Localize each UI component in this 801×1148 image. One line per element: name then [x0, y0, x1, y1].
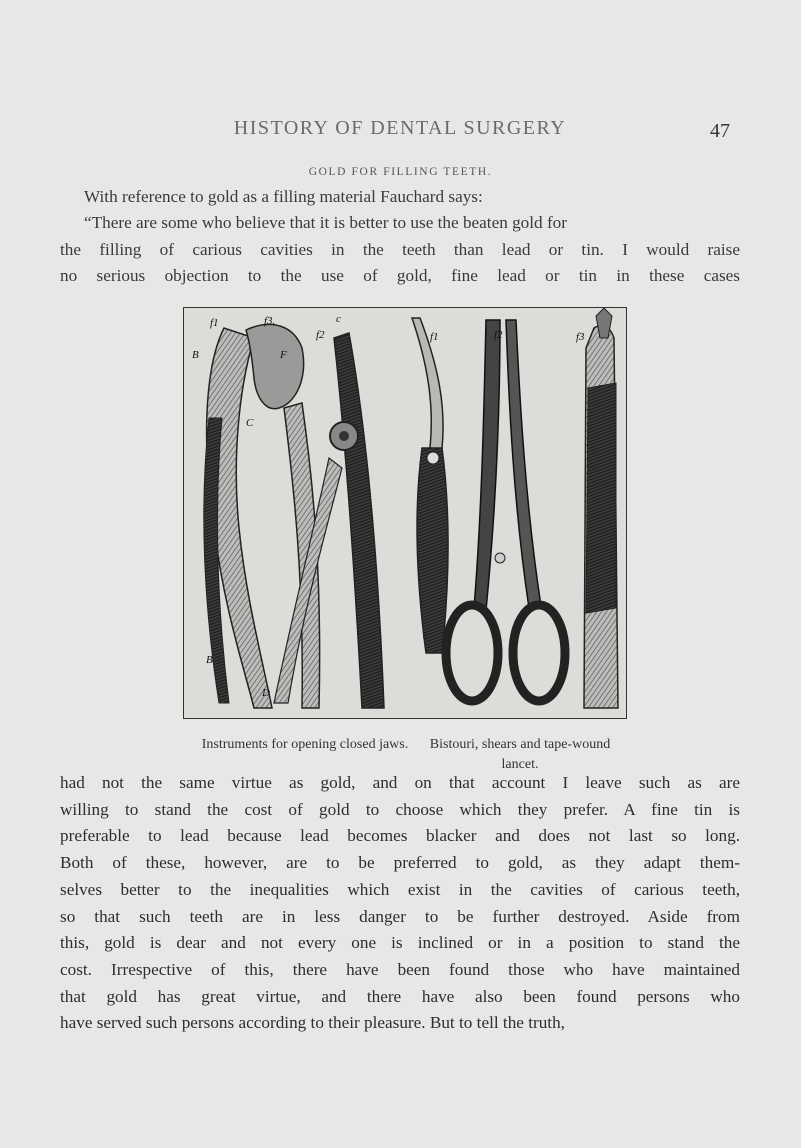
text-line: had not the same virtue as gold, and on that account I leave such as are	[60, 773, 740, 792]
body-paragraph	[60, 770, 740, 1037]
text-line: cost. Irrespective of this, there have been found those who have maintained	[60, 959, 740, 979]
figure-label: f1	[210, 317, 219, 329]
section-title: GOLD FOR FILLING TEETH.	[308, 166, 493, 178]
intro-paragraph	[60, 184, 740, 289]
text-line: “There are some who believe that it is better to use the beaten gold for	[84, 213, 567, 233]
text-line: Both of these, however, are to be preferred to gold, as they adapt them-	[60, 853, 740, 873]
engraving-drawing	[184, 308, 626, 718]
figure-label: B	[192, 349, 199, 361]
figure-label: f2	[316, 329, 325, 341]
figure-label: B	[206, 654, 213, 666]
text-line: so that such teeth are in less danger to be further destroyed. Aside from	[60, 906, 740, 926]
figure-label: f3	[576, 331, 585, 343]
text-line: willing to stand the cost of gold to choose which they prefer. A fine tin is	[60, 799, 740, 819]
text-line: that gold has great virtue, and there have also been found persons who	[60, 986, 740, 1006]
figure-label: f1	[430, 331, 439, 343]
text-line: selves better to the inequalities which exist in the cavities of carious teeth,	[60, 879, 740, 899]
text-line: no serious objection to the use of gold, fine lead or tin in these cases	[60, 265, 740, 285]
text-line: With reference to gold as a filling material Fauchard says:	[84, 187, 483, 206]
text-line: the filling of carious cavities in the teeth than lead or tin. I would raise	[60, 239, 740, 259]
instruments-illustration	[183, 307, 627, 719]
figure-label: D	[262, 687, 270, 699]
text-line: this, gold is dear and not every one is inclined or in a position to stand the	[60, 933, 740, 953]
caption-bistouri-shears: Bistouri, shears and tape-wound lancet.	[429, 737, 611, 772]
caption-jaw-instruments: Instruments for opening closed jaws.	[201, 737, 409, 752]
text-line: have served such persons according to their pleasure. But to tell the truth,	[60, 1013, 565, 1033]
figure-label: f2	[494, 329, 503, 341]
text-line: preferable to lead because lead becomes blacker and does not last so long.	[60, 826, 740, 846]
figure-label: f3.	[264, 315, 276, 327]
figure-label: c	[336, 313, 341, 325]
figure-label: F	[280, 349, 287, 361]
figure-label: C	[246, 417, 254, 429]
running-title: HISTORY OF DENTAL SURGERY	[233, 117, 567, 139]
page-number: 47	[710, 120, 730, 142]
